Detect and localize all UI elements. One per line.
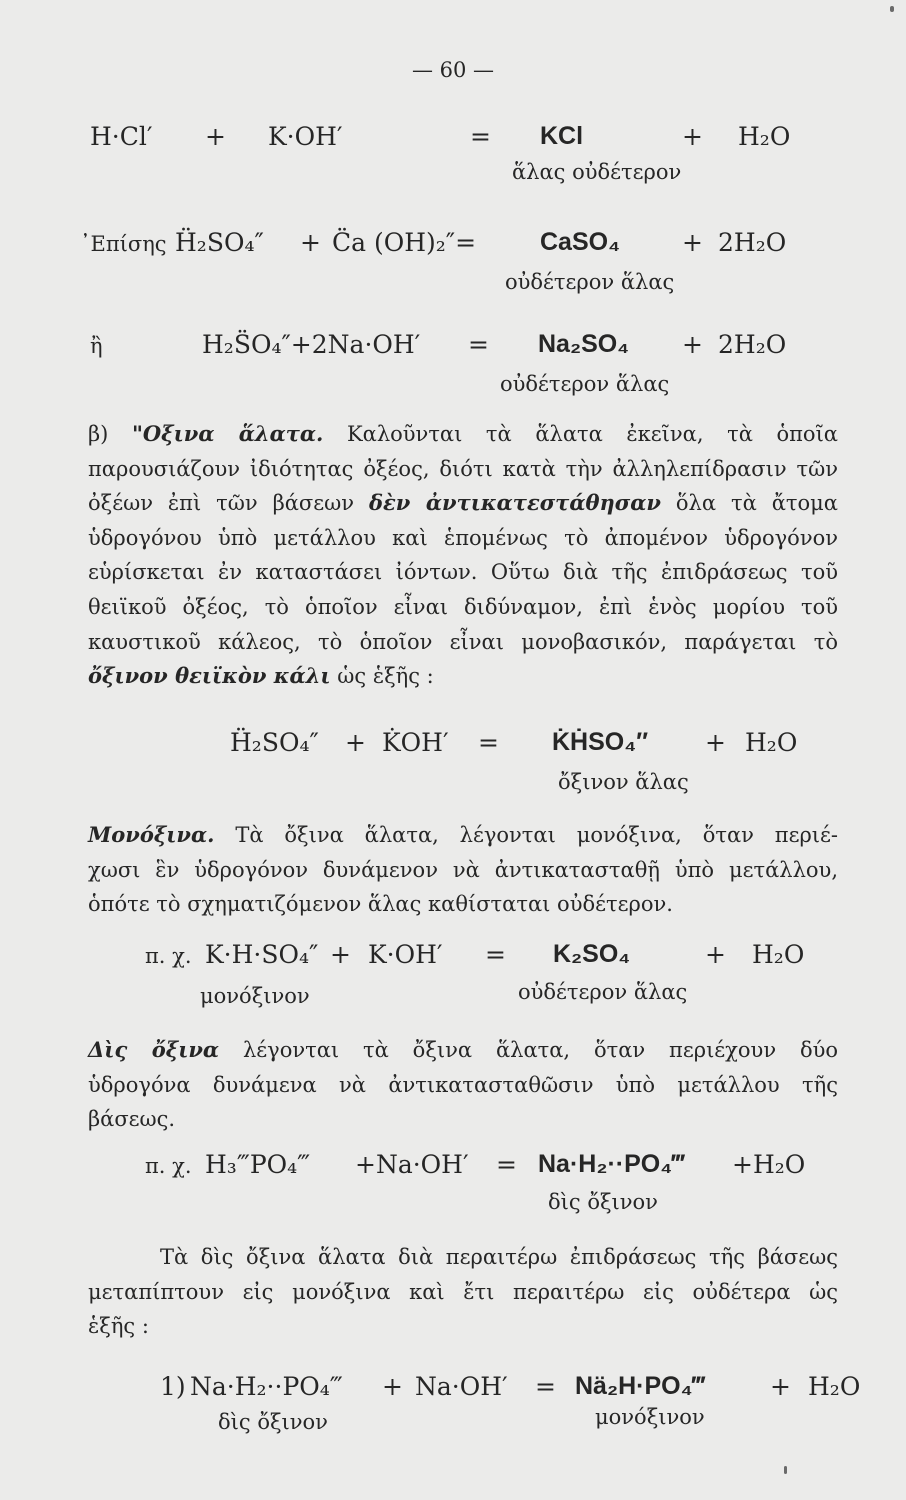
page-number: — 60 — xyxy=(411,58,495,82)
paragraph-line: μεταπίπτουν εἰς μονόξινα καὶ ἔτι περαιτέρω εἰς οὐδέτερα ὡς xyxy=(88,1279,838,1304)
emphasis: ὄξινον θειϊκὸν κάλι xyxy=(88,663,331,689)
equation-prefix: ἢ xyxy=(90,334,103,358)
plus-sign: + xyxy=(205,122,226,151)
section-oxina-alata xyxy=(88,417,838,694)
equals-sign: = xyxy=(496,1150,517,1179)
equation-prefix: π. χ. xyxy=(145,1154,192,1178)
water: H₂O xyxy=(752,940,805,969)
product: K₂SO₄ xyxy=(553,940,631,968)
equation-khso4-koh xyxy=(0,940,906,980)
plus-sign: + xyxy=(682,330,703,359)
plus-sign: + xyxy=(345,728,366,757)
reactant: Ḧ₂SO₄″ xyxy=(175,228,264,257)
reactant: K·OH′ xyxy=(268,122,343,151)
reactant: K̇OH′ xyxy=(382,728,449,757)
equals-sign: = xyxy=(535,1372,556,1401)
product: CaSO₄ xyxy=(540,228,620,256)
section-label: β) xyxy=(88,422,109,446)
paragraph-line: Τὰ δὶς ὄξινα ἅλατα διὰ περαιτέρω ἐπιδράσεως τῆς βάσεως xyxy=(160,1245,838,1269)
reactant: C̈a (OH)₂″= xyxy=(332,228,477,257)
equation-h2so4-naoh xyxy=(0,330,906,370)
section-title: Δὶς ὄξινα xyxy=(88,1037,220,1062)
equation-prefix: π. χ. xyxy=(145,944,192,968)
section-title: "Οξινα ἅλατα. xyxy=(131,421,324,446)
paragraph-line: χωσι ἓν ὑδρογόνον δυνάμενον νὰ ἀντικατασταθῇ ὑπὸ μετάλλου, xyxy=(88,857,838,882)
paper-speck xyxy=(784,1466,787,1474)
paragraph-line xyxy=(88,1033,838,1068)
equation-caption: οὐδέτερον ἅλας xyxy=(518,980,688,1004)
equals-sign: = xyxy=(468,330,489,359)
reactant: H₂S̈O₄″+2Na·OH′ xyxy=(202,330,421,359)
equation-caption: δὶς ὄξινον xyxy=(218,1410,328,1434)
reactant: H·Cl′ xyxy=(90,122,153,151)
paragraph-line: ὁπότε τὸ σχηματιζόμενον ἅλας καθίσταται οὐδέτερον. xyxy=(88,892,673,917)
paragraph-line: ὑδρογόνα δυνάμενα νὰ ἀντικατασταθῶσιν ὑπὸ μετάλλου τῆς xyxy=(88,1072,838,1097)
water: H₂O xyxy=(738,122,791,151)
water: 2H₂O xyxy=(718,330,787,359)
reactant: +Na·OH′ xyxy=(355,1150,469,1179)
product: Na·H₂··PO₄‴ xyxy=(538,1150,685,1178)
water: +H₂O xyxy=(732,1150,806,1179)
equation-h3po4-naoh xyxy=(0,1150,906,1190)
equation-prefix: 1) xyxy=(160,1372,186,1401)
reactant: K·H·SO₄″ xyxy=(205,940,319,969)
equation-caption: οὐδέτερον ἅλας xyxy=(505,270,675,294)
text-run: ὀξέων ἐπὶ τῶν βάσεων xyxy=(88,491,369,516)
paragraph-line: ὑδρογόνου ὑπὸ μετάλλου καὶ ἑπομένως τὸ ἀπομένον ὑδρογόνον xyxy=(88,525,838,550)
text-run: ὡς ἑξῆς : xyxy=(330,664,434,689)
plus-sign: + xyxy=(682,122,703,151)
equals-sign: = xyxy=(470,122,491,151)
section-title: Μονόξινα. xyxy=(88,822,215,847)
equals-sign: = xyxy=(485,940,506,969)
text-run: ὅλα τὰ ἄτομα xyxy=(660,491,838,516)
plus-sign: + xyxy=(330,940,351,969)
water: H₂O xyxy=(808,1372,861,1401)
section-dis-oxina xyxy=(88,1033,838,1137)
plus-sign: + xyxy=(705,728,726,757)
paragraph-line xyxy=(88,486,838,521)
reactant: Na·OH′ xyxy=(415,1372,508,1401)
closing-paragraph xyxy=(88,1240,838,1344)
paper-speck xyxy=(890,6,894,12)
equation-caption: ὄξινον ἅλας xyxy=(558,770,689,794)
emphasis: δὲν ἀντικατεστάθησαν xyxy=(368,490,661,516)
section-monoxina xyxy=(88,818,838,922)
paragraph-line: καυστικοῦ κάλεος, τὸ ὁποῖον εἶναι μονοβασικόν, παράγεται τὸ xyxy=(88,629,838,654)
text-run: λέγονται τὰ ὄξινα ἅλατα, ὅταν περιέχουν δύο xyxy=(219,1038,839,1062)
equals-sign: = xyxy=(478,728,499,757)
equation-caption: μονόξινον xyxy=(200,984,310,1008)
product: Nä₂H·PO₄‴ xyxy=(575,1372,705,1400)
product: K̇ḢSO₄″ xyxy=(552,728,649,756)
product: KCl xyxy=(540,122,584,150)
equation-caption: ἅλας οὐδέτερον xyxy=(512,160,682,184)
water: 2H₂O xyxy=(718,228,787,257)
plus-sign: + xyxy=(382,1372,403,1401)
equation-caption: δὶς ὄξινον xyxy=(548,1190,658,1214)
plus-sign: + xyxy=(770,1372,791,1401)
plus-sign: + xyxy=(300,228,321,257)
equation-nah2po4-naoh xyxy=(0,1372,906,1412)
reactant: K·OH′ xyxy=(368,940,443,969)
paragraph-line: εὑρίσκεται ἐν καταστάσει ἰόντων. Οὕτω διὰ τῆς ἐπιδράσεως τοῦ xyxy=(88,560,838,585)
product: Na₂SO₄ xyxy=(538,330,630,358)
paragraph-line: βάσεως. xyxy=(88,1107,176,1132)
reactant: Na·H₂··PO₄‴ xyxy=(190,1372,343,1401)
paragraph-line: ἑξῆς : xyxy=(88,1314,149,1339)
plus-sign: + xyxy=(705,940,726,969)
equation-hcl-koh xyxy=(0,122,906,162)
water: H₂O xyxy=(745,728,798,757)
equation-caption: μονόξινον xyxy=(595,1405,705,1429)
equation-h2so4-caoh2 xyxy=(0,228,906,268)
plus-sign: + xyxy=(682,228,703,257)
text-run: Τὰ ὄξινα ἅλατα, λέγονται μονόξινα, ὅταν περιέ- xyxy=(214,823,838,847)
reactant: H₃‴PO₄‴ xyxy=(205,1150,311,1179)
equation-prefix: ᾿Επίσης xyxy=(80,232,167,256)
equation-caption: οὐδέτερον ἅλας xyxy=(500,372,670,396)
paragraph-line xyxy=(88,659,838,694)
paragraph-line: θειϊκοῦ ὀξέος, τὸ ὁποῖον εἶναι διδύναμον, ἐπὶ ἑνὸς μορίου τοῦ xyxy=(88,594,838,619)
equation-h2so4-koh xyxy=(0,728,906,768)
paragraph-line xyxy=(88,417,838,452)
reactant: Ḧ₂SO₄″ xyxy=(230,728,319,757)
text-run: Καλοῦνται τὰ ἅλατα ἐκεῖνα, τὰ ὁποῖα xyxy=(323,422,838,446)
paragraph-line xyxy=(88,818,838,853)
paragraph-line: παρουσιάζουν ἰδιότητας ὀξέος, διότι κατὰ τὴν ἀλληλεπίδρασιν τῶν xyxy=(88,456,838,481)
